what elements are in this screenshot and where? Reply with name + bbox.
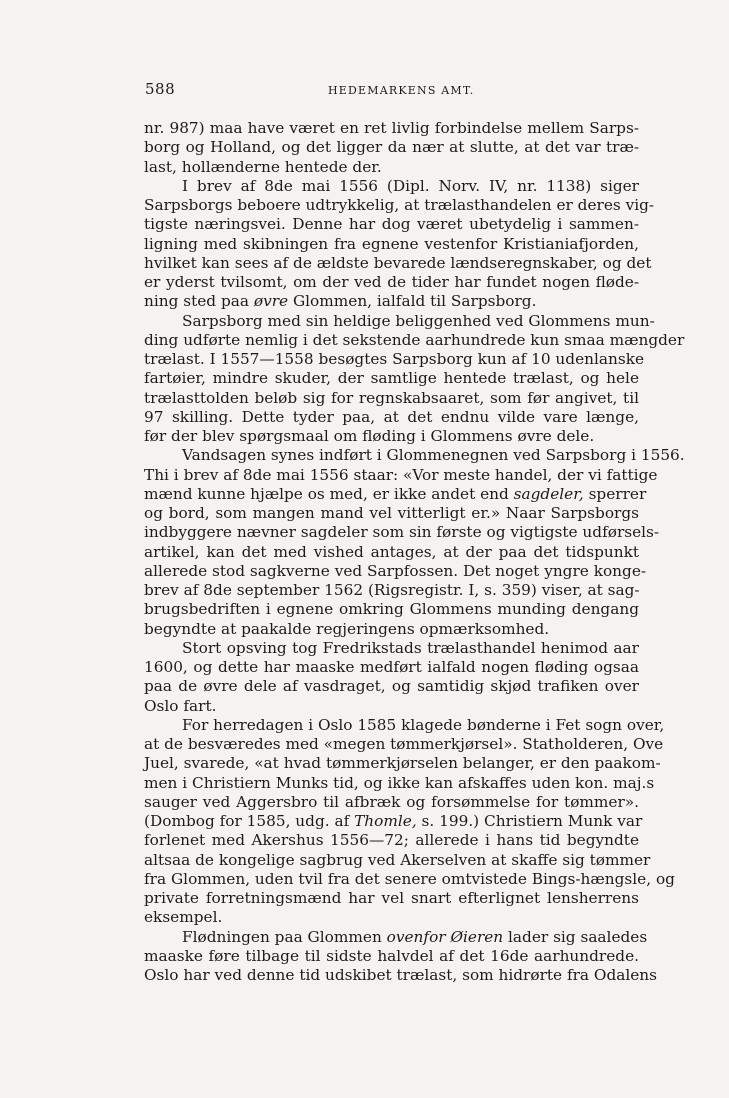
text-line <box>144 177 639 196</box>
text-line-content: nr. 987) maa have været en ret livlig forbindelse mellem Sarps- <box>144 119 639 137</box>
text-line-content: brugsbedriften i egnene omkring Glommens munding dengang <box>144 600 639 619</box>
text-line-content: eksempel. <box>144 908 223 927</box>
text-line-content: last, hollænderne hentede der. <box>144 157 382 176</box>
text-line-content: og bord, som mangen mand vel vitterligt er.» Naar Sarpsborgs <box>144 504 639 522</box>
text-line <box>144 620 639 639</box>
text-line <box>144 581 639 600</box>
text-line-content: hvilket kan sees af de ældste bevarede lændseregnskaber, og det <box>144 253 652 272</box>
text-line <box>144 831 639 850</box>
text-line-content: 1600, og dette har maaske medført ialfald nogen fløding ogsaa <box>144 658 639 676</box>
text-line <box>144 523 660 542</box>
text-line <box>144 889 639 908</box>
text-line <box>144 773 655 793</box>
text-line-content: ligning med skibningen fra egnene vestenfor Kristianiafjorden, <box>144 234 639 253</box>
text-line-content: I brev af 8de mai 1556 (Dipl. Norv. IV, nr. 1138) siger <box>182 176 639 195</box>
text-line <box>144 273 639 292</box>
text-line <box>144 253 652 273</box>
text-line-content: Oslo har ved denne tid udskibet trælast, som hidrørte fra Odalens <box>144 966 658 984</box>
text-line <box>144 850 651 870</box>
text-line <box>144 196 655 215</box>
text-line-continuation: s. 199.) Christiern Munk var <box>416 812 643 830</box>
page-header <box>145 80 610 102</box>
text-line-continuation: sperrer <box>583 484 647 503</box>
text-line <box>144 311 655 331</box>
text-line-content: er yderst tvilsomt, om der ved de tider har fundet nogen fløde- <box>144 273 639 291</box>
text-line-content: ding udførte nemlig i det sekstende aarhundrede kun smaa mængder <box>144 330 685 349</box>
text-line <box>144 812 643 831</box>
text-line-content: brev af 8de september 1562 (Rigsregistr. I, s. 359) viser, at sag- <box>144 581 640 599</box>
text-line-content: Stort opsving tog Fredrikstads trælasthandel henimod aar <box>182 638 639 657</box>
text-line-content: før der blev spørgsmaal om fløding i Glommens øvre dele. <box>144 427 595 445</box>
body-text <box>144 119 685 985</box>
text-line <box>144 465 658 485</box>
text-line <box>144 215 639 234</box>
text-line-content: Juel, svarede, «at hvad tømmerkjørselen belanger, er den paakom- <box>144 754 661 773</box>
italic-phrase: sagdeler, <box>513 484 584 503</box>
text-line <box>144 658 639 677</box>
text-line-content: sauger ved Aggersbro til afbræk og forsømmelse for tømmer». <box>144 792 639 811</box>
text-line-content: trælasttolden beløb sig for regnskabsaaret, som før angivet, til <box>144 388 639 407</box>
text-line-content: indbyggere nævner sagdeler som sin første og vigtigste udførsels- <box>144 523 660 542</box>
text-line <box>144 119 639 138</box>
text-line <box>144 869 675 889</box>
text-line <box>144 947 639 966</box>
text-line-content: maaske føre tilbage til sidste halvdel af det 16de aarhundrede. <box>144 946 639 965</box>
text-line-content: private forretningsmænd har vel snart efterlignet lensherrens <box>144 889 639 907</box>
text-line <box>144 715 665 735</box>
text-line <box>144 639 639 658</box>
text-line-content: Vandsagen synes indført i Glommenegnen ved Sarpsborg i 1556. <box>182 446 685 465</box>
text-line <box>144 427 639 446</box>
text-line-content: (Dombog for 1585, udg. af <box>144 812 355 830</box>
text-line-content: artikel, kan det med vished antages, at der paa det tidspunkt <box>144 542 639 561</box>
text-line-content: altsaa de kongelige sagbrug ved Akerselven at skaffe sig tømmer <box>144 850 651 869</box>
text-line-content: Sarpsborg med sin heldige beliggenhed ved Glommens mun- <box>182 311 655 330</box>
text-line-content: men i Christiern Munks tid, og ikke kan afskaffes uden kon. maj.s <box>144 773 655 792</box>
text-line <box>144 408 639 427</box>
running-title: HEDEMARKENS AMT. <box>328 84 475 97</box>
text-line-content: mænd kunne hjælpe os med, er ikke andet end <box>144 484 514 503</box>
text-line <box>144 927 648 947</box>
text-line <box>144 158 639 177</box>
text-line <box>144 350 645 369</box>
text-line <box>144 504 639 523</box>
text-line-content: trælast. I 1557—1558 besøgtes Sarpsborg kun af 10 udenlanske <box>144 350 645 368</box>
text-line <box>144 235 639 254</box>
text-line-content: tigste næringsvei. Denne har dog været ubetydelig i sammen- <box>144 215 639 234</box>
text-line-content: ning sted paa <box>144 292 254 311</box>
text-line <box>144 446 685 465</box>
text-line <box>144 543 639 562</box>
text-line <box>144 908 639 927</box>
italic-phrase: ovenfor Øieren <box>386 927 504 946</box>
text-line-content: begyndte at paakalde regjeringens opmærksomhed. <box>144 619 550 638</box>
text-line <box>144 966 658 985</box>
text-line <box>144 677 639 696</box>
text-line-content: 97 skilling. Dette tyder paa, at det endnu vilde vare længe, <box>144 407 639 426</box>
text-line <box>144 754 661 773</box>
italic-phrase: øvre <box>253 292 289 311</box>
text-line <box>144 735 664 754</box>
text-line <box>144 561 647 581</box>
text-line-content: paa de øvre dele af vasdraget, og samtidig skjød trafiken over <box>144 677 639 696</box>
text-line-content: forlenet med Akershus 1556—72; allerede i hans tid begyndte <box>144 831 639 850</box>
text-line-content: Thi i brev af 8de mai 1556 staar: «Vor meste handel, der vi fattige <box>144 465 658 484</box>
text-line <box>144 484 647 504</box>
text-line-content: For herredagen i Oslo 1585 klagede bønderne i Fet sogn over, <box>182 715 665 734</box>
text-line <box>144 330 685 350</box>
text-line <box>144 138 639 157</box>
text-line-content: Sarpsborgs beboere udtrykkelig, at trælasthandelen er deres vig- <box>144 196 655 214</box>
italic-phrase: Thomle, <box>354 812 417 830</box>
text-line <box>144 600 639 619</box>
text-line <box>144 369 639 388</box>
text-line-content: Oslo fart. <box>144 696 217 715</box>
text-line <box>144 292 639 311</box>
text-line-content: fartøier, mindre skuder, der samtlige hentede trælast, og hele <box>144 369 639 388</box>
text-line <box>144 389 639 408</box>
text-line-content: Flødningen paa Glommen <box>182 927 387 946</box>
page-number: 588 <box>145 80 176 98</box>
text-line <box>144 793 639 812</box>
text-line-continuation: lader sig saaledes <box>503 927 648 946</box>
text-line-content: borg og Holland, og det ligger da nær at slutte, at det var træ- <box>144 138 639 157</box>
text-line <box>144 697 639 716</box>
text-line-content: at de besværedes med «megen tømmerkjørsel». Statholderen, Ove <box>144 735 664 753</box>
text-line-continuation: Glommen, ialfald til Sarpsborg. <box>288 292 537 311</box>
text-line-content: fra Glommen, uden tvil fra det senere omtvistede Bings-hængsle, og <box>144 869 675 888</box>
text-line-content: allerede stod sagkverne ved Sarpfossen. Det noget yngre konge- <box>144 561 647 580</box>
